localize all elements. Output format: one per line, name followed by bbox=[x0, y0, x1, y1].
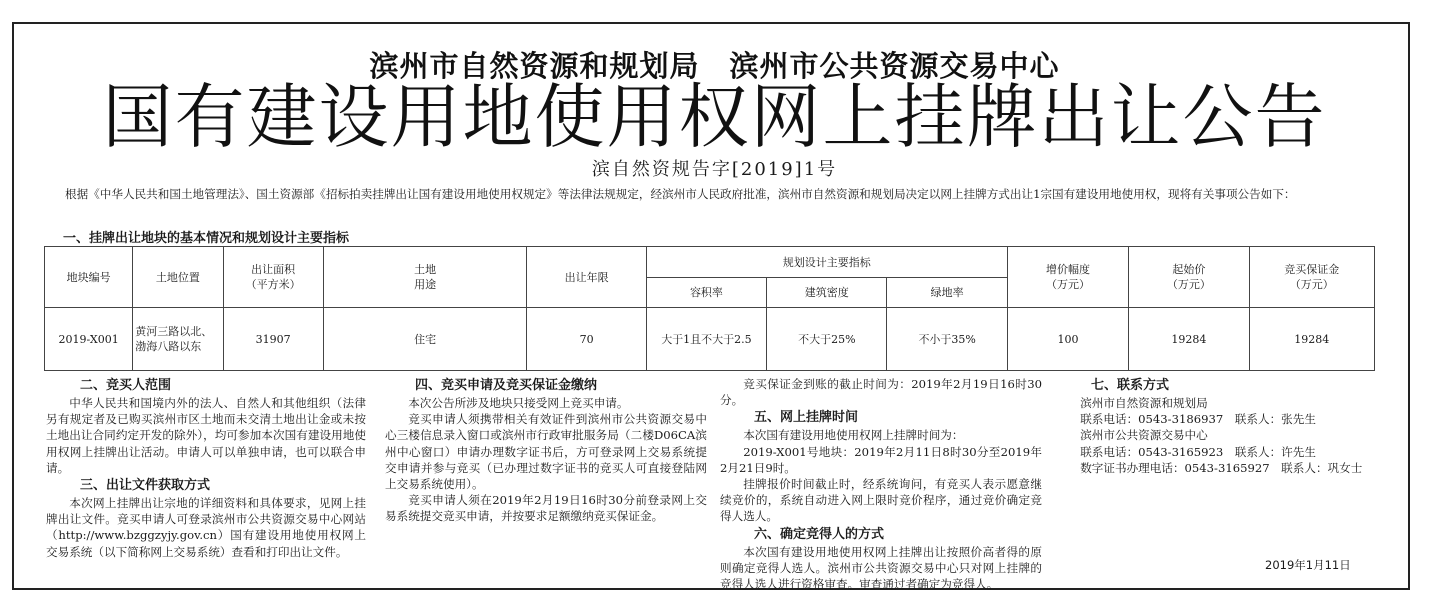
header-start-price: 起始价 （万元） bbox=[1129, 247, 1249, 308]
table-row bbox=[45, 308, 1375, 371]
section5-paragraph-3: 挂牌报价时间截止时，经系统询问，有竞买人表示愿意继续竞价的，系统自动进入网上限时竞价程序，通过竞价确定竞得人选人。 bbox=[720, 477, 1042, 524]
section5-paragraph-1: 本次国有建设用地使用权网上挂牌时间为： bbox=[743, 428, 964, 443]
cell-term: 70 bbox=[527, 308, 646, 371]
section1-title: 一、挂牌出让地块的基本情况和规划设计主要指标 bbox=[63, 231, 350, 246]
notice-title: 国有建设用地使用权网上挂牌出让公告 bbox=[102, 76, 1327, 158]
header-planning-group: 规划设计主要指标 bbox=[646, 247, 1007, 278]
section6-paragraph: 本次国有建设用地使用权网上挂牌出让按照价高者得的原则确定竞得人选人。滨州市公共资源交易中心只对网上挂牌的竞得人选人进行资格审查。审查通过者确定为竞得人。 bbox=[720, 544, 1042, 592]
cell-location: 黄河三路以北、 渤海八路以东 bbox=[133, 308, 223, 371]
section4-title: 四、竞买申请及竞买保证金缴纳 bbox=[415, 378, 598, 393]
contact-line-2: 联系电话：0543-3165923 联系人：许先生 bbox=[1080, 444, 1316, 459]
issuer-line: 滨州市自然资源和规划局 滨州市公共资源交易中心 bbox=[369, 49, 1060, 83]
section7-title: 七、联系方式 bbox=[1091, 378, 1170, 393]
intro-paragraph: 根据《中华人民共和国土地管理法》、国土资源部《招标拍卖挂牌出让国有建设用地使用权规定》等法律法规规定，经滨州市人民政府批准，滨州市自然资源和规划局决定以网上挂牌方式出让1宗国有建设用地使用权，现将有关事项公告如下： bbox=[65, 187, 1296, 201]
contact-org-1: 滨州市自然资源和规划局 bbox=[1080, 396, 1208, 410]
plot-table bbox=[44, 246, 1375, 371]
column-2 bbox=[385, 376, 707, 525]
section6-title: 六、确定竞得人的方式 bbox=[754, 526, 885, 542]
section3-paragraph: 本次网上挂牌出让宗地的详细资料和具体要求，见网上挂牌出让文件。竞买申请人可登录滨州市公共资源交易中心网站（http://www.bzggzyjy.gov.cn）国有建设用地使用权网上交易系统（以下简称网上交易系统）查看和打印出让文件。 bbox=[46, 496, 366, 559]
cell-use: 住宅 bbox=[323, 308, 527, 371]
section3-title: 三、出让文件获取方式 bbox=[80, 478, 211, 494]
cell-density: 不大于25% bbox=[767, 308, 887, 371]
cell-far: 大于1且不大于2.5 bbox=[646, 308, 766, 371]
contact-line-1: 联系电话：0543-3186937 联系人：张先生 bbox=[1080, 412, 1316, 427]
column-3 bbox=[720, 376, 1042, 592]
cell-plot-no: 2019-X001 bbox=[45, 308, 133, 371]
section2-paragraph: 中华人民共和国境内外的法人、自然人和其他组织（法律另有规定者及已购买滨州市区土地而未交清土地出让金或未按土地出让合同约定开发的除外），均可参加本次国有建设用地使用权网上挂牌出让活动。申请人可以单独申请，也可以联合申请。 bbox=[46, 396, 366, 475]
header-density: 建筑密度 bbox=[767, 278, 887, 308]
header-area: 出让面积 （平方米） bbox=[223, 247, 323, 308]
header-deposit: 竞买保证金 （万元） bbox=[1249, 247, 1374, 308]
cell-increment: 100 bbox=[1007, 308, 1128, 371]
column-1 bbox=[46, 376, 366, 577]
header-term: 出让年限 bbox=[527, 247, 646, 308]
cell-start-price: 19284 bbox=[1129, 308, 1249, 371]
section4-paragraph-4: 竞买保证金到账的截止时间为：2019年2月19日16时30分。 bbox=[720, 377, 1042, 408]
document-number: 滨自然资规告字[2019]1号 bbox=[591, 159, 838, 180]
section2-title: 二、竞买人范围 bbox=[80, 378, 172, 393]
section5-paragraph-2: 2019-X001号地块：2019年2月11日8时30分至2019年2月21日9时。 bbox=[720, 444, 1042, 475]
header-plot-no: 地块编号 bbox=[45, 247, 133, 308]
header-far: 容积率 bbox=[646, 278, 766, 308]
header-increment: 增价幅度 （万元） bbox=[1007, 247, 1128, 308]
cell-area: 31907 bbox=[223, 308, 323, 371]
column-4 bbox=[1057, 376, 1379, 476]
header-green: 绿地率 bbox=[887, 278, 1007, 308]
header-location: 土地位置 bbox=[133, 247, 223, 308]
section4-paragraph-1: 本次公告所涉及地块只接受网上竞买申请。 bbox=[408, 396, 629, 410]
section4-paragraph-3: 竞买申请人须在2019年2月19日16时30分前登录网上交易系统提交竞买申请，并按要求足额缴纳竞买保证金。 bbox=[385, 493, 707, 524]
cell-green: 不小于35% bbox=[887, 308, 1007, 371]
section5-title: 五、网上挂牌时间 bbox=[754, 410, 859, 426]
header-use: 土地 用途 bbox=[323, 247, 527, 308]
notice-date: 2019年1月11日 bbox=[1265, 558, 1351, 572]
contact-org-2: 滨州市公共资源交易中心 bbox=[1080, 428, 1208, 443]
section4-paragraph-2: 竞买申请人须携带相关有效证件到滨州市公共资源交易中心三楼信息录入窗口或滨州市行政审批服务局（二楼D06CA滨州中心窗口）申请办理数字证书后，方可登录网上交易系统提交申请并参与竞买（已办理过数字证书的竞买人可直接登陆网上交易系统使用）。 bbox=[385, 412, 707, 492]
contact-line-3: 数字证书办理电话：0543-3165927 联系人：巩女士 bbox=[1080, 460, 1363, 475]
cell-deposit: 19284 bbox=[1249, 308, 1374, 371]
